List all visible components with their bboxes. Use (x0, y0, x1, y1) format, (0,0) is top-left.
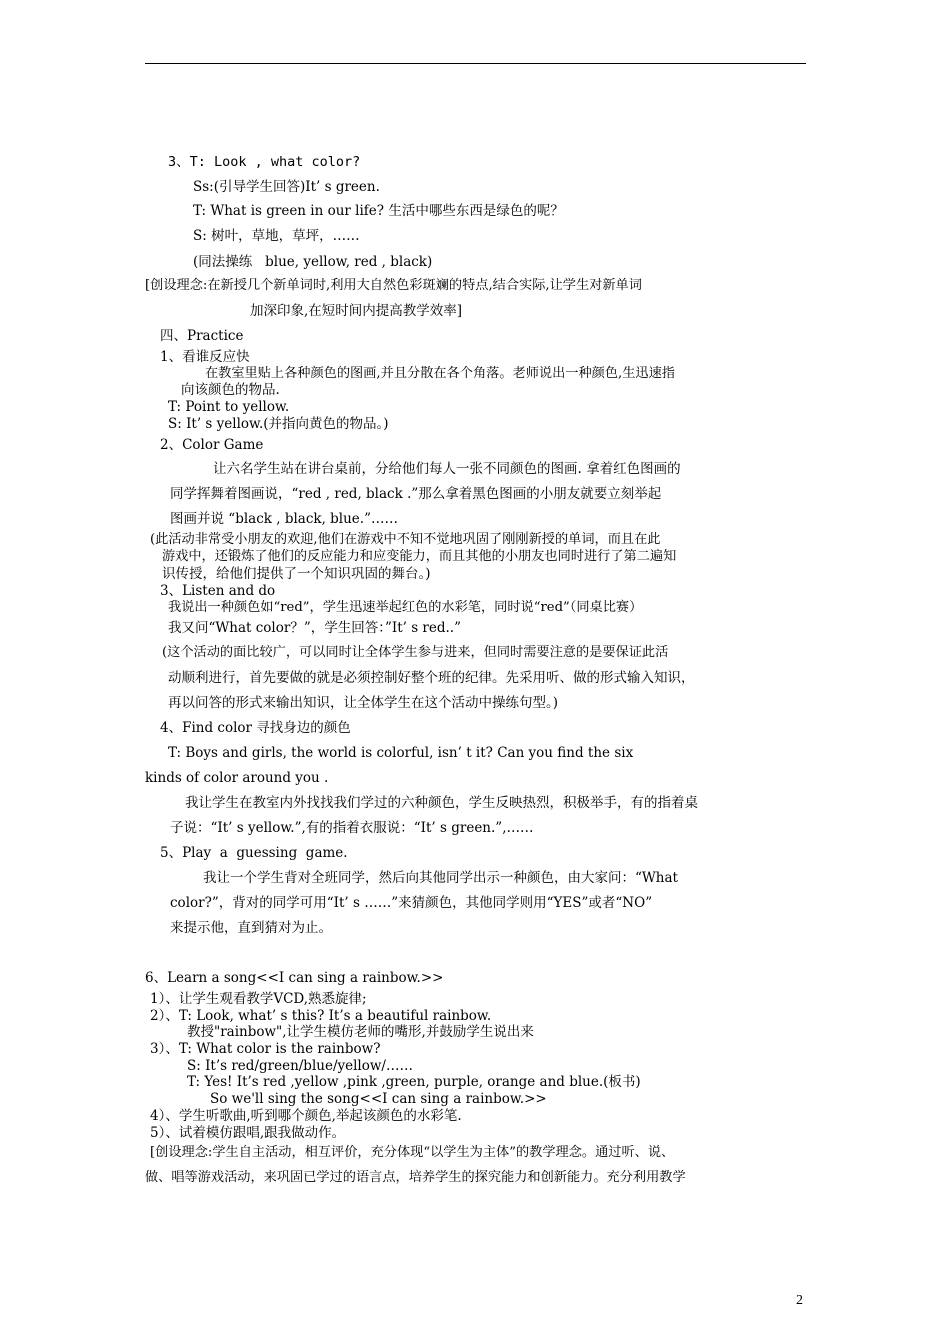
text-line: 2）、T: Look, what’ s this? It’s a beautiful rainbow. (150, 1008, 492, 1024)
text-line: [创设理念:学生自主活动，相互评价，充分体现“以学生为主体”的教学理念。通过听、说、 (150, 1145, 675, 1160)
header-rule (145, 63, 806, 64)
text-line: (同法操练 blue, yellow, red , black) (193, 254, 433, 270)
text-line: 1）、让学生观看教学VCD,熟悉旋律; (150, 991, 367, 1007)
text-line: 我又问“What color？”，学生回答：”It’ s red..” (168, 620, 462, 636)
text-line: S: It’ s yellow.(并指向黄色的物品。) (168, 416, 389, 432)
page-number: 2 (796, 1293, 803, 1308)
text-line: 3、Listen and do (160, 583, 276, 599)
text-line: (此活动非常受小朋友的欢迎,他们在游戏中不知不觉地巩固了刚刚新授的单词，而且在此 (150, 532, 661, 547)
text-line: 2、Color Game (160, 437, 264, 453)
text-line: (这个活动的面比较广，可以同时让全体学生参与进来，但同时需要注意的是要保证此活 (162, 645, 669, 660)
text-line: 我让学生在教室内外找找我们学过的六种颜色，学生反映热烈，积极举手，有的指着桌 (185, 795, 698, 811)
text-line: kinds of color around you . (145, 770, 329, 786)
text-line: 4）、学生听歌曲,听到哪个颜色,举起该颜色的水彩笔. (150, 1108, 462, 1124)
text-line: 我让一个学生背对全班同学，然后向其他同学出示一种颜色，由大家问：“What (203, 870, 678, 886)
text-line: 同学挥舞着图画说，“red , red, black .”那么拿着黑色图画的小朋友就要立刻举起 (170, 486, 662, 502)
text-line: 5、Play a guessing game. (160, 845, 348, 861)
text-line: T: What is green in our life? 生活中哪些东西是绿色的呢？ (193, 203, 564, 219)
text-line: 1、看谁反应快 (160, 349, 250, 365)
text-line: 让六名学生站在讲台桌前，分给他们每人一张不同颜色的图画. 拿着红色图画的 (213, 461, 681, 477)
text-line: 5）、试着模仿跟唱,跟我做动作。 (150, 1125, 346, 1141)
text-line: Ss:(引导学生回答)It’ s green. (193, 179, 380, 195)
text-line: 4、Find color 寻找身边的颜色 (160, 720, 351, 736)
text-line: S: 树叶，草地，草坪，…… (193, 228, 360, 244)
section-heading: 6、Learn a song<<I can sing a rainbow.>> (145, 970, 444, 986)
text-line: color?”，背对的同学可用“It’ s ……”来猜颜色，其他同学则用“YES”或者“NO” (170, 895, 653, 911)
text-line: T: Point to yellow. (168, 399, 290, 415)
text-line: So we'll sing the song<<I can sing a rainbow.>> (210, 1091, 547, 1107)
text-line: [创设理念:在新授几个新单词时,利用大自然色彩斑斓的特点,结合实际,让学生对新单词 (145, 278, 642, 293)
text-line: 做、唱等游戏活动，来巩固已学过的语言点，培养学生的探究能力和创新能力。充分利用教学 (145, 1170, 686, 1185)
text-line: 我说出一种颜色如“red”，学生迅速举起红色的水彩笔，同时说“red”（同桌比赛） (168, 600, 643, 615)
text-line: 再以问答的形式来输出知识，让全体学生在这个活动中操练句型。) (168, 695, 559, 711)
text-line: 教授"rainbow",让学生模仿老师的嘴形,并鼓励学生说出来 (187, 1024, 534, 1040)
text-line: 图画并说 “black , black, blue.”…… (170, 511, 398, 527)
text-line: 加深印象,在短时间内提高教学效率] (250, 303, 463, 319)
text-line: 来提示他，直到猜对为止。 (170, 920, 332, 936)
text-line: 3、T: Look , what color? (168, 154, 361, 170)
text-line: T: Yes! It’s red ,yellow ,pink ,green, purple, orange and blue.(板书) (187, 1074, 641, 1090)
text-line: 3）、T: What color is the rainbow? (150, 1041, 381, 1057)
section-heading: 四、Practice (160, 328, 244, 344)
text-line: T: Boys and girls, the world is colorful, isn’ t it? Can you find the six (168, 745, 634, 761)
text-line: 识传授，给他们提供了一个知识巩固的舞台。) (162, 566, 431, 582)
text-line: 子说：“It’ s yellow.”,有的指着衣服说：“It’ s green.”,…… (170, 820, 534, 836)
text-line: 在教室里贴上各种颜色的图画,并且分散在各个角落。老师说出一种颜色,生迅速指 (205, 366, 675, 381)
text-line: S: It’s red/green/blue/yellow/…… (187, 1058, 413, 1074)
text-line: 游戏中，还锻炼了他们的反应能力和应变能力，而且其他的小朋友也同时进行了第二遍知 (162, 549, 677, 564)
text-line: 动顺利进行，首先要做的就是必须控制好整个班的纪律。先采用听、做的形式输入知识， (168, 670, 695, 686)
text-line: 向该颜色的物品. (181, 382, 280, 398)
